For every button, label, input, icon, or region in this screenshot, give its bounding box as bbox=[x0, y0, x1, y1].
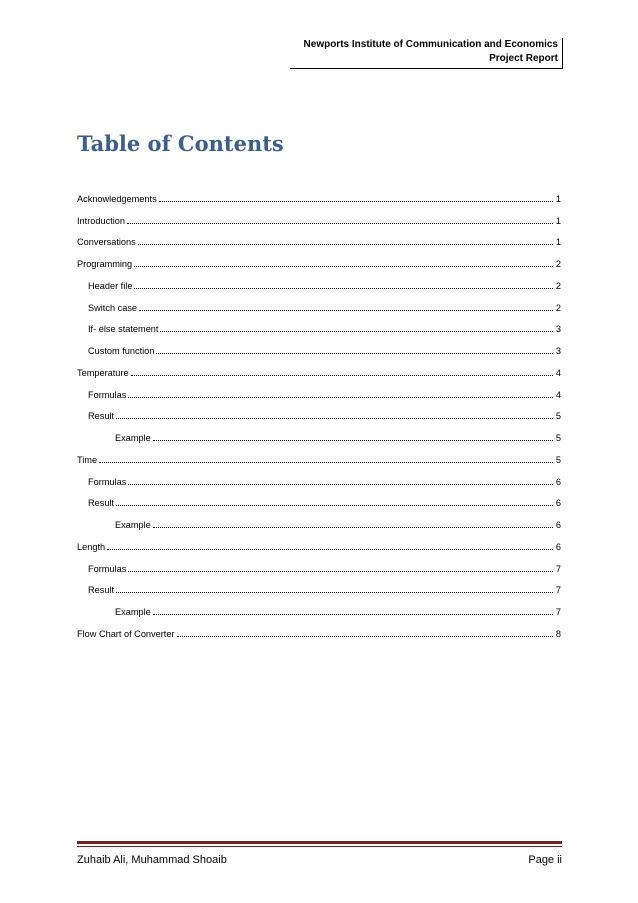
toc-entry[interactable] bbox=[77, 205, 561, 227]
toc-entry-page: 6 bbox=[555, 520, 561, 530]
toc-dot-leader bbox=[128, 571, 553, 572]
toc-entry-page: 5 bbox=[555, 411, 561, 422]
toc-entry-label: If- else statement bbox=[88, 324, 159, 335]
toc-entry-page: 2 bbox=[555, 280, 561, 291]
toc-entry[interactable] bbox=[77, 314, 561, 336]
toc-entry-label: Result bbox=[88, 411, 115, 422]
footer-rule-thick bbox=[77, 841, 562, 844]
toc-entry-label: Formulas bbox=[88, 476, 127, 487]
toc-entry-page: 1 bbox=[555, 193, 561, 204]
toc-entry-page: 7 bbox=[555, 607, 561, 617]
toc-entry[interactable] bbox=[77, 531, 561, 553]
footer-page-number: Page ii bbox=[528, 854, 562, 866]
toc-dot-leader bbox=[99, 462, 553, 463]
toc-entry[interactable] bbox=[77, 227, 561, 249]
toc-entry-page: 7 bbox=[555, 563, 561, 574]
toc-dot-leader bbox=[153, 614, 553, 615]
toc-entry-page: 2 bbox=[555, 302, 561, 313]
toc-title: Table of Contents bbox=[77, 131, 284, 156]
toc-entry-label: Flow Chart of Converter bbox=[77, 628, 175, 639]
toc-dot-leader bbox=[107, 549, 553, 550]
toc-entry[interactable] bbox=[77, 183, 561, 205]
toc-entry[interactable] bbox=[77, 488, 561, 510]
toc-entry-page: 8 bbox=[555, 628, 561, 639]
toc-entry[interactable] bbox=[77, 248, 561, 270]
toc-entry-page: 5 bbox=[555, 433, 561, 443]
toc-dot-leader bbox=[128, 397, 553, 398]
toc-entry-label: Switch case bbox=[88, 302, 138, 313]
toc-entry-page: 6 bbox=[555, 541, 561, 552]
toc-entry-page: 4 bbox=[555, 389, 561, 400]
toc-entry[interactable] bbox=[77, 618, 561, 640]
toc-dot-leader bbox=[116, 418, 553, 419]
page-header bbox=[290, 38, 563, 69]
toc-dot-leader bbox=[156, 353, 553, 354]
toc-dot-leader bbox=[134, 288, 553, 289]
toc-dot-leader bbox=[177, 636, 553, 637]
toc-entry-label: Time bbox=[77, 454, 98, 465]
toc-entry-page: 1 bbox=[555, 237, 561, 248]
page-footer bbox=[77, 853, 562, 867]
toc-entry-label: Custom function bbox=[88, 346, 155, 356]
toc-dot-leader bbox=[153, 440, 553, 441]
toc-dot-leader bbox=[159, 201, 553, 202]
footer-authors: Zuhaib Ali, Muhammad Shoaib bbox=[77, 854, 227, 866]
toc-entry-label: Result bbox=[88, 498, 115, 509]
toc-entry-page: 3 bbox=[555, 346, 561, 356]
toc-dot-leader bbox=[134, 266, 553, 267]
header-report: Project Report bbox=[489, 53, 558, 64]
toc-entry-label: Acknowledgements bbox=[77, 193, 157, 204]
toc-dot-leader bbox=[116, 592, 553, 593]
toc-entry[interactable] bbox=[77, 575, 561, 597]
toc-entry-page: 1 bbox=[555, 215, 561, 226]
toc-dot-leader bbox=[138, 244, 553, 245]
footer-rule-thin bbox=[77, 846, 562, 847]
toc-entry-page: 6 bbox=[555, 476, 561, 487]
toc-entry[interactable] bbox=[77, 553, 561, 575]
toc-entry[interactable] bbox=[77, 292, 561, 314]
toc-entry[interactable] bbox=[77, 270, 561, 292]
toc-entry-label: Example bbox=[115, 607, 151, 617]
toc-entry-page: 7 bbox=[555, 585, 561, 596]
toc-dot-leader bbox=[128, 484, 553, 485]
toc-entry[interactable] bbox=[77, 422, 561, 444]
toc-entry-page: 2 bbox=[555, 259, 561, 269]
toc-entry-page: 6 bbox=[555, 498, 561, 509]
toc-entry-label: Formulas bbox=[88, 563, 127, 574]
toc-entry[interactable] bbox=[77, 401, 561, 423]
toc-entry[interactable] bbox=[77, 357, 561, 379]
toc-entry-label: Example bbox=[115, 433, 151, 443]
toc-entry-label: Conversations bbox=[77, 237, 136, 248]
toc-entry-page: 4 bbox=[555, 367, 561, 378]
toc-dot-leader bbox=[131, 375, 553, 376]
toc-entry[interactable] bbox=[77, 509, 561, 531]
toc-entry-label: Result bbox=[88, 585, 115, 596]
toc-entry[interactable] bbox=[77, 596, 561, 618]
toc-entry[interactable] bbox=[77, 444, 561, 466]
toc-entry-label: Header file bbox=[88, 280, 133, 291]
toc-entry[interactable] bbox=[77, 335, 561, 357]
toc-entry-label: Introduction bbox=[77, 215, 126, 226]
toc-dot-leader bbox=[127, 223, 553, 224]
header-institute: Newports Institute of Communication and Economics bbox=[303, 39, 558, 50]
toc-entry-label: Example bbox=[115, 520, 151, 530]
toc-entry-label: Formulas bbox=[88, 389, 127, 400]
toc-entry[interactable] bbox=[77, 466, 561, 488]
toc-dot-leader bbox=[116, 505, 553, 506]
toc-entry-page: 5 bbox=[555, 454, 561, 465]
toc-entry[interactable] bbox=[77, 379, 561, 401]
toc-dot-leader bbox=[153, 527, 553, 528]
toc-entry-label: Length bbox=[77, 541, 106, 552]
toc-entry-label: Temperature bbox=[77, 367, 129, 378]
table-of-contents bbox=[77, 183, 561, 640]
toc-entry-label: Programming bbox=[77, 259, 133, 269]
toc-dot-leader bbox=[139, 310, 553, 311]
toc-entry-page: 3 bbox=[555, 324, 561, 335]
toc-dot-leader bbox=[160, 331, 553, 332]
